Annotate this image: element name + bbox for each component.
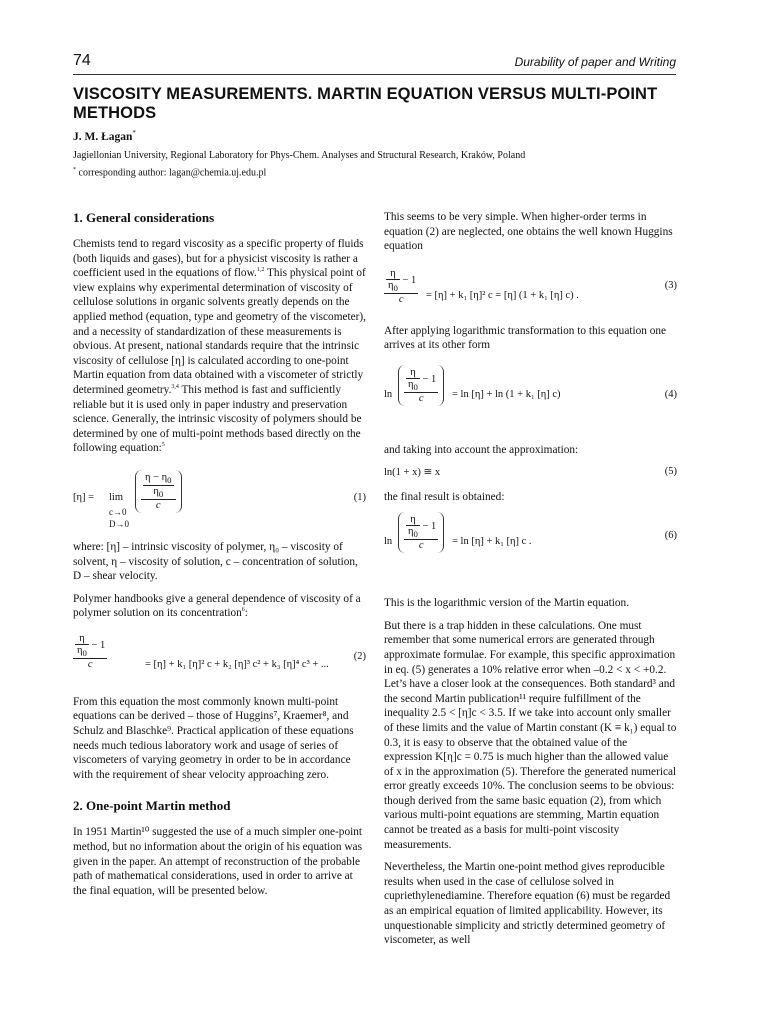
author-line xyxy=(73,129,136,143)
eq3-eta: η xyxy=(386,268,400,280)
text-run: Chemists tend to regard viscosity as a specific property of fluids (both liquids and gases), but for a physicist viscosity is rather a coefficient used in the equations of flow. xyxy=(73,238,364,280)
eq3-rhs: = [η] + k₁ [η]² c = [η] (1 + k₁ [η] c) . xyxy=(426,289,579,301)
citation: 1,2 xyxy=(256,267,265,274)
page-number: 74 xyxy=(73,52,91,69)
eq1-sub: 0 xyxy=(158,489,164,500)
corr-mark: * xyxy=(73,167,76,173)
eq4-denominator: c xyxy=(418,393,424,405)
eq4-numerator xyxy=(404,367,438,393)
eq4-inner-fraction xyxy=(406,367,420,392)
paragraph: This seems to be very simple. When higher-order terms in equation (2) are neglected, one obtains the well known Huggins equation xyxy=(384,211,673,253)
eq1-limit-c: c→0 xyxy=(109,506,127,517)
eq6-denominator: c xyxy=(418,540,424,552)
equation-number: (3) xyxy=(664,279,677,291)
eq4-sub: 0 xyxy=(413,382,418,393)
author-name: J. M. Łagan xyxy=(73,130,133,143)
equation-number: (2) xyxy=(353,650,366,662)
eq1-numerator xyxy=(141,472,176,500)
eq6-fraction xyxy=(404,514,438,551)
equation-6 xyxy=(384,512,677,574)
eq3-minus-one: − 1 xyxy=(399,274,417,286)
eq4-fraction xyxy=(404,367,438,404)
citation: 3,4 xyxy=(171,383,179,390)
eq5-text: ln(1 + x) ≅ x xyxy=(384,466,441,478)
eq3-inner-den xyxy=(386,280,400,293)
eq6-numerator xyxy=(404,514,438,540)
eq4-inner-den xyxy=(406,379,420,392)
eq2-numerator xyxy=(73,633,107,659)
eq1-eta: η xyxy=(153,486,159,497)
paragraph xyxy=(73,592,366,621)
eq2-inner-den xyxy=(75,645,89,658)
equation-4 xyxy=(384,365,677,427)
article-title: VISCOSITY MEASUREMENTS. MARTIN EQUATION VERSUS MULTI-POINT METHODS xyxy=(73,85,658,122)
equation-5 xyxy=(384,466,677,486)
eq3-fraction xyxy=(384,268,418,305)
corresponding-author: corresponding author: lagan@chemia.uj.edu.pl xyxy=(78,167,267,179)
eq1-sub: 0 xyxy=(167,475,172,485)
paragraph xyxy=(73,237,366,456)
eq2-fraction xyxy=(73,633,107,670)
text-run: This physical point of view explains why experimental determination of viscosity of cellulose solutions in organic solvents greatly depends on the applied method (equation, type and geometry of the viscometer), and a necessity of standardization of these measurements is obvious. At present, national standards require that the intrinsic viscosity of cellulose [η] is calculated according to one-point Martin equation from data obtained with a viscometer of strictly determined geometry. xyxy=(73,267,366,396)
paragraph: From this equation the most commonly known multi-point equations can be derived – those of Huggins⁷, Kraemer⁸, and Schulz and Blaschke⁹. Practical application of these equations needs much tedious laboratory work and usage of series of viscometers of varying geometry in order to be in accordance with the requirement of shear velocity approaching zero. xyxy=(73,695,354,781)
equation-number: (1) xyxy=(353,491,366,503)
eq6-ln: ln xyxy=(384,536,393,548)
running-header: Durability of paper and Writing xyxy=(514,55,676,69)
eq1-lim: lim xyxy=(109,491,124,503)
eq2-inner-fraction xyxy=(75,633,89,658)
affiliation: Jagiellonian University, Regional Laboratory for Phys-Chem. Analyses and Structural Research, Kraków, Poland xyxy=(73,150,526,161)
citation: 5 xyxy=(161,442,165,449)
eq1-eta-minus: η − η xyxy=(145,471,168,483)
paragraph: and taking into account the approximation: xyxy=(384,443,579,456)
eq2-eta: η xyxy=(75,633,89,645)
eq4-ln: ln xyxy=(384,388,393,400)
eq2-sub: 0 xyxy=(82,647,87,658)
corresponding-line xyxy=(73,167,266,178)
section-heading-2: 2. One-point Martin method xyxy=(73,798,231,814)
eq1-denominator: c xyxy=(155,500,161,512)
text-run: : xyxy=(244,607,248,620)
eq3-inner-fraction xyxy=(386,268,400,293)
equation-3 xyxy=(384,268,677,316)
equation-1 xyxy=(73,470,366,532)
paragraph: In 1951 Martin¹⁰ suggested the use of a much simpler one-point method, but no information about the origin of his equation was given in the paper. An attempt of reconstruction of the probable path of mathematical considerations, used in order to arrive at the final equation, will be presented below. xyxy=(73,826,363,897)
eq4-eta: η xyxy=(406,367,420,379)
eq2-denominator: c xyxy=(87,658,93,670)
eq3-numerator xyxy=(384,268,418,294)
eq6-bracket xyxy=(398,512,444,553)
paragraph: After applying logarithmic transformation to this equation one arrives at its other form xyxy=(384,324,667,352)
equation-number: (6) xyxy=(664,530,677,542)
paragraph: But there is a trap hidden in these calculations. One must remember that some numerical errors are generated through approximate formulae. For example, this specific approximation in eq. (5) generates a 10% relative error when –0.2 < x < +0.2. Let’s have a closer look at the consequences. Both standard³ and the second Martin publication¹¹ require fulfillment of the inequality 2.5 < [η]c < 3.5. If we take into account only smaller of these limits and the value of Martin constant (K ≡ k₁) equal to 0.3, it is easy to observe that the obtained value of the expression K[η]c = 0.75 is much higher than the allowed value of x in the approximation (5). Therefore the generated numerical error greatly exceeds 10%. The conclusion seems to be obvious: though derived from the same basic equation (2), from which various multi-point equations are stemming, Martin equation cannot be treated as a basis for multi-point viscosity measurements. xyxy=(384,619,677,851)
eq1-bracket xyxy=(135,470,182,513)
author-mark: * xyxy=(132,129,136,137)
paragraph: the final result is obtained: xyxy=(384,490,505,503)
eq6-rhs: = ln [η] + k₁ [η] c . xyxy=(452,536,532,548)
eq4-rhs: = ln [η] + ln (1 + k₁ [η] c) xyxy=(452,388,561,400)
paragraph: This is the logarithmic version of the Martin equation. xyxy=(384,597,630,610)
eq6-minus-one: − 1 xyxy=(419,521,437,533)
eq4-minus-one: − 1 xyxy=(419,373,437,385)
eq1-inner-den xyxy=(143,486,174,499)
eq3-denominator: c xyxy=(398,293,404,305)
eq3-eta0: η xyxy=(388,279,394,291)
header-rule xyxy=(73,74,676,75)
eq1-fraction xyxy=(141,472,176,511)
equation-number: (4) xyxy=(664,388,677,400)
eq2-rhs: = [η] + k₁ [η]² c + k₂ [η]³ c² + k₃ [η]⁴ c³ + ... xyxy=(145,658,329,670)
eq1-inner-fraction xyxy=(143,472,174,499)
eq1-inner-num xyxy=(143,472,174,486)
left-column xyxy=(73,210,366,906)
equation-2 xyxy=(73,633,366,685)
eq6-sub: 0 xyxy=(413,529,418,540)
eq2-minus-one: − 1 xyxy=(88,639,106,651)
eq4-eta0: η xyxy=(408,378,414,390)
eq1-limit-d: D→0 xyxy=(109,518,129,529)
section-heading-1: 1. General considerations xyxy=(73,210,215,225)
eq3-sub: 0 xyxy=(393,282,398,293)
eq6-inner-fraction xyxy=(406,514,420,539)
equation-number: (5) xyxy=(664,465,677,477)
eq2-eta0: η xyxy=(77,644,83,656)
text-run: Polymer handbooks give a general dependence of viscosity of a polymer solution on its concentration xyxy=(73,592,361,620)
paragraph: where: [η] – intrinsic viscosity of polymer, η₀ – viscosity of solvent, η – viscosity of solution, c – concentration of solution, D – shear velocity. xyxy=(73,540,358,583)
paragraph: Nevertheless, the Martin one-point method gives reproducible results when used in the case of cellulose solved in cupriethylenediamine. Therefore equation (6) must be regarded as an empirical equation of limited applicability. However, its unquestionable simplicity and strictly determined geometry of viscometer, as well xyxy=(384,861,671,947)
eq6-eta: η xyxy=(406,514,420,526)
right-column xyxy=(384,210,677,956)
citation: 6 xyxy=(241,607,245,614)
text-run: This method is fast and sufficiently reliable but it is used only in paper industry and preservation science. Generally, the intrinsic viscosity of polymers should be determined by one of multi-point methods based directly on the following equation: xyxy=(73,383,362,455)
eq1-lhs: [η] = xyxy=(73,491,95,503)
eq6-inner-den xyxy=(406,526,420,539)
eq4-bracket xyxy=(398,365,444,406)
eq6-eta0: η xyxy=(408,526,414,538)
